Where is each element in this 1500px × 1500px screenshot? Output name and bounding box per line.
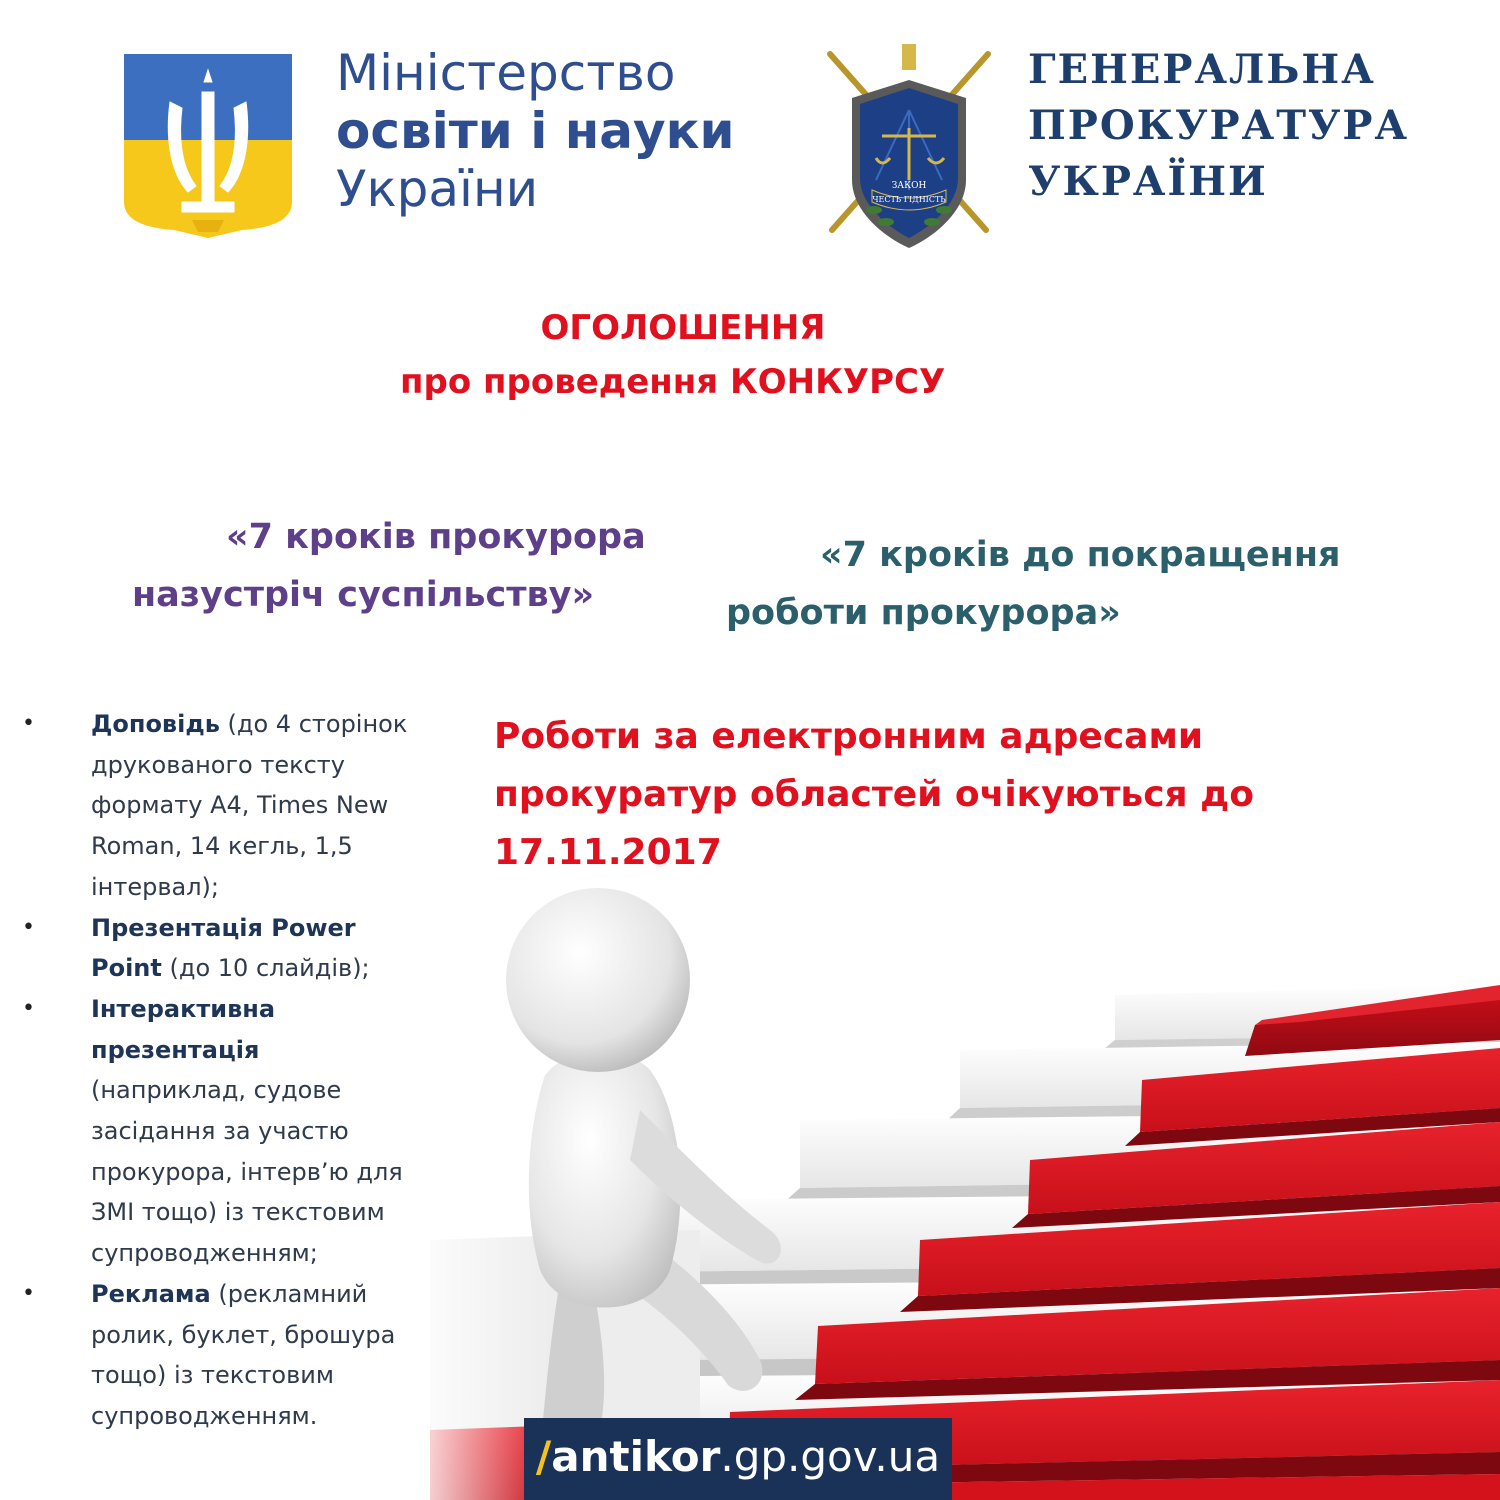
deadline-line2: прокуратур областей очікуються до [494, 774, 1254, 815]
bullet-icon: • [22, 1280, 35, 1306]
item-title: Реклама [91, 1279, 211, 1308]
deadline-notice [494, 708, 1254, 882]
list-item [0, 989, 420, 1274]
item-title: Інтерактивна презентація [91, 994, 276, 1064]
prosecutor-line1: ГЕНЕРАЛЬНА [1028, 46, 1376, 93]
deadline-date: 17.11.2017 [494, 832, 722, 873]
item-text: (рекламний ролик, буклет, брошура тощо) із текстовим супроводженням. [91, 1279, 396, 1430]
emblem-text-top: ЗАКОН [891, 181, 927, 191]
site-link[interactable] [524, 1418, 952, 1500]
item-title: Презентація Power Point [91, 913, 356, 983]
announcement-subtitle: про проведення КОНКУРСУ [400, 362, 946, 402]
topic-2 [726, 526, 1341, 642]
site-part1: antikor [551, 1432, 721, 1481]
requirements-list [0, 704, 420, 1437]
ministry-name [336, 44, 735, 218]
prosecutor-name [1028, 42, 1409, 210]
announcement-title: ОГОЛОШЕННЯ [540, 308, 826, 348]
topic-1-line1: «7 кроків прокурора [226, 517, 646, 557]
ministry-line2: освіти і науки [336, 102, 735, 160]
topic-2-line2: роботи прокурора» [726, 593, 1121, 633]
list-item [0, 1274, 420, 1437]
bullet-icon: • [22, 711, 35, 736]
bullet-icon: • [22, 995, 35, 1021]
prosecutor-emblem-icon [816, 40, 1002, 256]
prosecutor-line3: УКРАЇНИ [1028, 158, 1268, 205]
prosecutor-line2: ПРОКУРАТУРА [1028, 102, 1410, 149]
topic-1-line2: назустріч суспільству» [132, 575, 595, 615]
item-title: Доповідь [91, 710, 220, 738]
ministry-line3: України [336, 160, 539, 218]
site-part2: .gp. [720, 1432, 801, 1481]
item-text: (наприклад, судове засідання за участю прокурора, інтерв’ю для ЗМІ тощо) із текстовим супроводженням; [91, 1076, 403, 1268]
ministry-line1: Міністерство [336, 44, 676, 102]
site-part3: gov [800, 1432, 875, 1481]
item-text: (до 4 сторінок друкованого тексту формату А4, Times New Roman, 14 кегль, 1,5 інтервал); [91, 710, 408, 901]
topic-1 [132, 508, 646, 624]
list-item [0, 908, 420, 989]
deadline-line1: Роботи за електронним адресами [494, 716, 1204, 757]
site-part4: .ua [874, 1432, 941, 1481]
emblem-text-bottom: ЧЕСТЬ ГІДНІСТЬ [872, 195, 946, 204]
ministry-emblem-icon [122, 52, 294, 242]
list-item [0, 704, 420, 908]
topic-2-line1: «7 кроків до покращення [820, 535, 1341, 575]
site-slash: / [535, 1432, 552, 1481]
bullet-icon: • [22, 914, 35, 940]
item-text: (до 10 слайдів); [161, 954, 370, 983]
